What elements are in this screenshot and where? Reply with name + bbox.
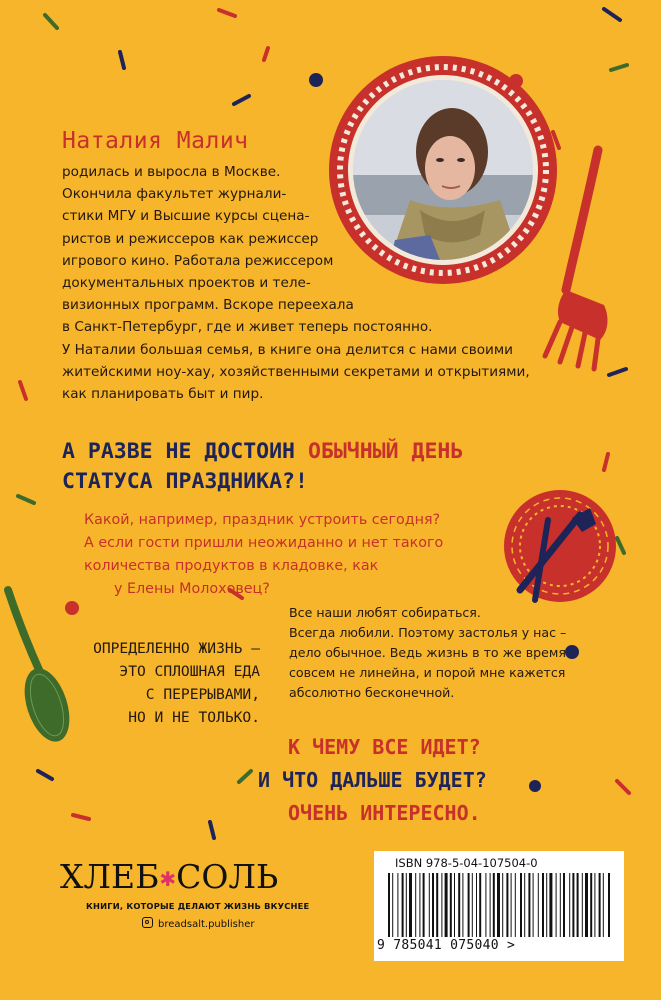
left-quote-line: С ПЕРЕРЫВАМИ, [145,686,260,703]
plate-icon [504,490,616,602]
decor-sprinkle [219,10,235,16]
question-line: Какой, например, праздник устроить сегодня? [84,512,441,528]
barcode-bar [454,873,455,937]
barcode-bar [533,873,534,937]
right-quote-line: Все наши любят собираться. [289,605,481,620]
right-quote-line: Всегда любили. Поэтому застолья у нас – [289,625,567,640]
decor-dot [65,601,79,615]
headline-red-part: ОБЫЧНЫЙ ДЕНЬ [307,439,464,464]
barcode-bar [524,873,525,937]
decor-dot [309,73,323,87]
left-quote [60,637,260,729]
barcode-bar [432,873,434,937]
decor-sprinkle [18,496,34,503]
barcode-bar [468,873,470,937]
decor-sprinkle [45,15,57,28]
closing-line-2: И ЧТО ДАЛЬШЕ БУДЕТ? [258,768,487,792]
barcode-bar [569,873,570,937]
decor-sprinkle [210,822,214,838]
barcode-bar [388,873,390,937]
decor-sprinkle [604,9,620,20]
closing-lines [258,731,487,830]
barcode-bar [538,873,539,937]
barcode-bar [472,873,473,937]
bio-line: визионных программ. Вскоре переехала [62,297,354,314]
barcode-bar [436,873,438,937]
bio-line: как планировать быт и пир. [62,386,264,403]
barcode-digits: 9 785041 075040 > [377,938,516,953]
barcode-bar [506,873,508,937]
bio-line: У Наталии большая семья, в книге она делится с нами своими [62,341,513,358]
bio-line: стики МГУ и Высшие курсы сцена- [62,208,310,225]
instagram-label: breadsalt.publisher [158,919,255,930]
decor-sprinkle [38,771,52,779]
publisher-logo [60,857,278,896]
right-quote-line: дело обычное. Ведь жизнь в то же время [289,645,566,660]
bio-line: игрового кино. Работала режиссером [62,252,334,269]
barcode-bar [542,873,544,937]
right-quote-line: совсем не линейна, и порой мне кажется [289,665,566,680]
barcode-bar [520,873,522,937]
left-quote-line: ОПРЕДЕЛЕННО ЖИЗНЬ – [93,640,260,657]
left-quote-line: ЭТО СПЛОШНАЯ ЕДА [119,663,260,680]
question-block [84,509,443,601]
decor-sprinkle [239,771,251,782]
barcode-bar [485,873,486,937]
barcode-bar [490,873,491,937]
barcode-bar [608,873,610,937]
barcode-bar [556,873,557,937]
left-quote-line: НО И НЕ ТОЛЬКО. [128,709,260,726]
barcode-bar [599,873,601,937]
headline-navy-part: А РАЗВЕ НЕ ДОСТОИН [62,439,308,464]
barcode-bar [445,873,448,937]
decor-sprinkle [264,48,268,60]
barcode-bar [582,873,583,937]
question-line: количества продуктов в кладовке, как [84,558,379,574]
barcode-bar [528,873,530,937]
decor-sprinkle [73,815,89,819]
barcode-bar [462,873,463,937]
barcode-bar [458,873,460,937]
bio-line: житейскими ноу-хау, хозяйственными секретами и открытиями, [62,363,530,380]
decor-sprinkle [617,538,624,553]
bio-line: в Санкт-Петербург, где и живет теперь постоянно. [62,319,433,336]
barcode-bar [511,873,512,937]
question-line: А если гости пришли неожиданно и нет такого [84,535,444,551]
headline [62,437,463,497]
bio-line: ристов и режиссеров как режиссер [62,230,319,247]
right-quote-line: абсолютно бесконечной. [289,685,455,700]
barcode-bar [392,873,393,937]
barcode-bar [497,873,500,937]
barcode-bar [402,873,404,937]
barcode-bar [594,873,595,937]
barcode-bar [563,873,565,937]
instagram-handle[interactable] [142,917,254,930]
decor-sprinkle [234,96,249,104]
barcode-bar [479,873,481,937]
decor-sprinkle [617,781,629,793]
bio-line: родилась и выросла в Москве. [62,164,281,180]
closing-line-1: К ЧЕМУ ВСЕ ИДЕТ? [288,735,481,759]
barcode-bar [409,873,412,937]
decor-sprinkle [120,52,124,68]
barcode-bar [560,873,561,937]
right-quote [289,603,619,703]
barcode-bar [429,873,430,937]
author-bio [62,161,562,405]
decor-sprinkle [604,454,608,470]
decor-dot [529,780,541,792]
decor-sprinkle [609,369,626,375]
barcode-bar [441,873,442,937]
author-name: Наталия Малич [62,128,249,154]
barcode-bar [515,873,516,937]
bio-line: документальных проектов и теле- [62,275,311,292]
isbn-number: ISBN 978-5-04-107504-0 [395,856,538,870]
logo-right: СОЛЬ [176,857,279,896]
headline-line2: СТАТУСА ПРАЗДНИКА?! [62,469,308,494]
decor-sprinkle [20,382,26,399]
bio-line: Окончила факультет журнали- [62,186,287,203]
instagram-icon [142,917,153,928]
closing-line-3: ОЧЕНЬ ИНТЕРЕСНО. [288,801,481,825]
barcode-bar [502,873,503,937]
barcode-bar [590,873,592,937]
barcode-bar [415,873,416,937]
barcode-bar [493,873,495,937]
question-line: у Елены Молоховец? [114,581,270,597]
barcode-bar [406,873,407,937]
barcode-bar [397,873,398,937]
barcode-bar [549,873,552,937]
barcode-bar [450,873,452,937]
barcode-bar [476,873,477,937]
flower-icon: ✱ [159,867,177,891]
publisher-tagline: КНИГИ, КОТОРЫЕ ДЕЛАЮТ ЖИЗНЬ ВКУСНЕЕ [86,901,310,911]
decor-sprinkle [611,65,627,70]
barcode-bar [577,873,579,937]
barcode-bar [603,873,604,937]
barcode-bar [423,873,425,937]
logo-left: ХЛЕБ [60,857,160,896]
barcode-bar [546,873,547,937]
barcode-bar [419,873,420,937]
barcode-bar [585,873,588,937]
barcode-bar [572,873,574,937]
